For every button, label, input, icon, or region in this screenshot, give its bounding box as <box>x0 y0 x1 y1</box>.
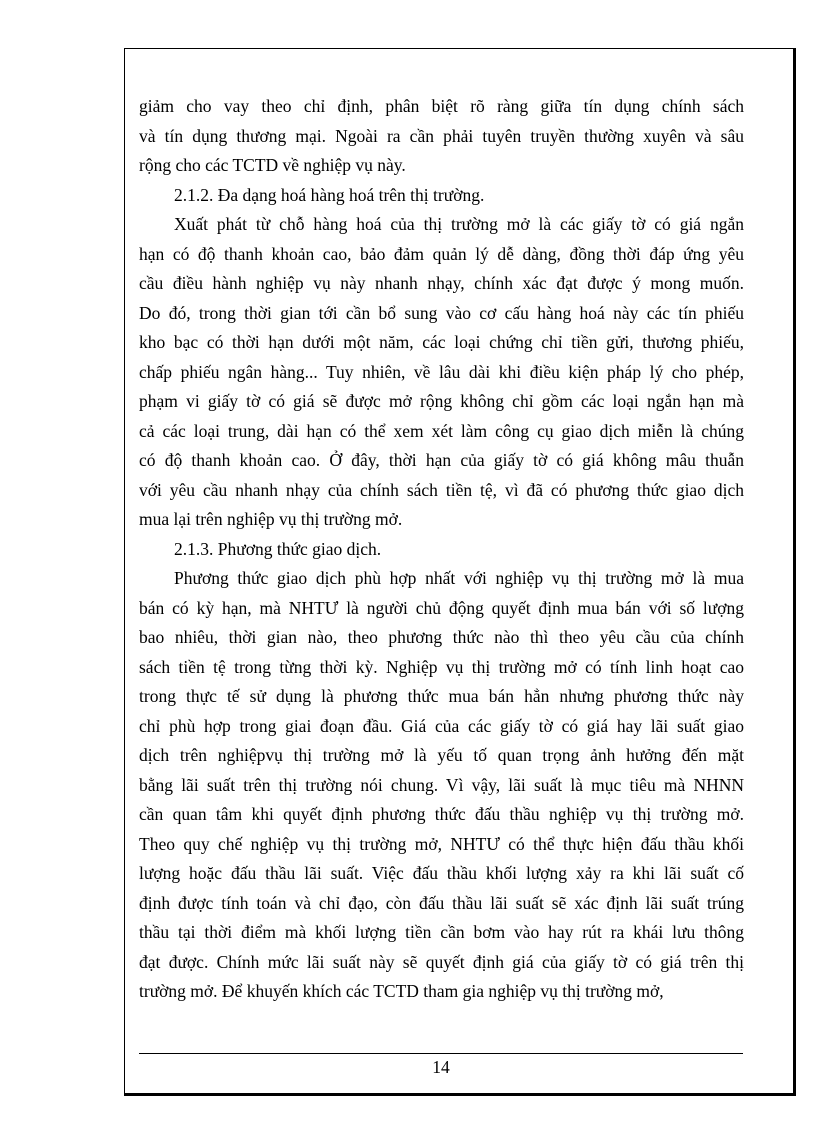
text-line: lượng hoặc đấu thầu lãi suất. Việc đấu thầu khối lượng xảy ra khi lãi suất cố <box>139 863 744 883</box>
text-line: bao nhiêu, thời gian nào, theo phương thức nào thì theo yêu cầu của chính <box>139 627 744 647</box>
document-body <box>139 92 744 1007</box>
text-line: với yêu cầu nhanh nhạy của chính sách tiền tệ, vì đã có phương thức giao dịch <box>139 479 744 500</box>
text-line: Xuất phát từ chỗ hàng hoá của thị trường mở là các giấy tờ có giá ngắn <box>174 214 744 234</box>
section-heading-2-1-2: 2.1.2. Đa dạng hoá hàng hoá trên thị trường. <box>174 184 485 205</box>
text-line: cần quan tâm khi quyết định phương thức đấu thầu nghiệp vụ thị trường mở. <box>139 804 744 824</box>
text-line: giảm cho vay theo chỉ định, phân biệt rõ ràng giữa tín dụng chính sách <box>139 96 744 116</box>
text-line: thầu tại thời điểm mà khối lượng tiền cần bơm vào hay rút ra khái lưu thông <box>139 922 744 942</box>
text-line: Theo quy chế nghiệp vụ thị trường mở, NHTƯ có thể thực hiện đấu thầu khối <box>139 833 744 854</box>
text-line: đạt được. Chính mức lãi suất này sẽ quyết định giá của giấy tờ có giá trên thị <box>139 951 744 972</box>
text-line: chỉ phù hợp trong giai đoạn đầu. Giá của các giấy tờ có giá hay lãi suất giao <box>139 715 744 736</box>
text-line: hạn có độ thanh khoản cao, bảo đảm quản lý dễ dàng, đồng thời đáp ứng yêu <box>139 243 744 264</box>
text-line: Phương thức giao dịch phù hợp nhất với nghiệp vụ thị trường mở là mua <box>174 568 744 588</box>
text-line: có độ thanh khoản cao. Ở đây, thời hạn của giấy tờ có giá không mâu thuẫn <box>139 450 744 470</box>
text-line: và tín dụng thương mại. Ngoài ra cần phải tuyên truyền thường xuyên và sâu <box>139 125 744 146</box>
text-line: kho bạc có thời hạn dưới một năm, các loại chứng chỉ tiền gửi, thương phiếu, <box>139 332 744 352</box>
text-line: cầu điều hành nghiệp vụ này nhanh nhạy, chính xác đạt được ý mong muốn. <box>139 273 744 293</box>
text-line: mua lại trên nghiệp vụ thị trường mở. <box>139 509 403 529</box>
page-number: 14 <box>432 1057 450 1077</box>
text-line: sách tiền tệ trong từng thời kỳ. Nghiệp vụ thị trường mở có tính linh hoạt cao <box>139 656 744 677</box>
text-line: trường mở. Để khuyến khích các TCTD tham gia nghiệp vụ thị trường mở, <box>139 981 664 1001</box>
footer-divider <box>139 1053 743 1054</box>
text-line: cả các loại trung, dài hạn có thể xem xét làm công cụ giao dịch miễn là chúng <box>139 420 744 441</box>
text-line: Do đó, trong thời gian tới cần bổ sung vào cơ cấu hàng hoá này các tín phiếu <box>139 302 744 323</box>
section-heading-2-1-3: 2.1.3. Phương thức giao dịch. <box>174 538 382 559</box>
text-line: dịch trên nghiệpvụ thị trường mở là yếu tố quan trọng ảnh hưởng đến mặt <box>139 745 744 765</box>
text-line: trong thực tế sử dụng là phương thức mua bán hẳn nhưng phương thức này <box>139 686 744 706</box>
text-line: bán có kỳ hạn, mà NHTƯ là người chủ động quyết định mua bán với số lượng <box>139 597 744 618</box>
text-line: định được tính toán và chỉ đạo, còn đấu thầu lãi suất sẽ xác định lãi suất trúng <box>139 892 744 913</box>
text-line: bằng lãi suất trên thị trường nói chung. Vì vậy, lãi suất là mục tiêu mà NHNN <box>139 774 744 795</box>
text-line: rộng cho các TCTD về nghiệp vụ này. <box>139 155 406 175</box>
text-line: phạm vi giấy tờ có giá sẽ được mở rộng không chỉ gồm các loại ngắn hạn mà <box>139 391 744 411</box>
text-line: chấp phiếu ngân hàng... Tuy nhiên, về lâu dài khi điều kiện pháp lý cho phép, <box>139 361 744 382</box>
